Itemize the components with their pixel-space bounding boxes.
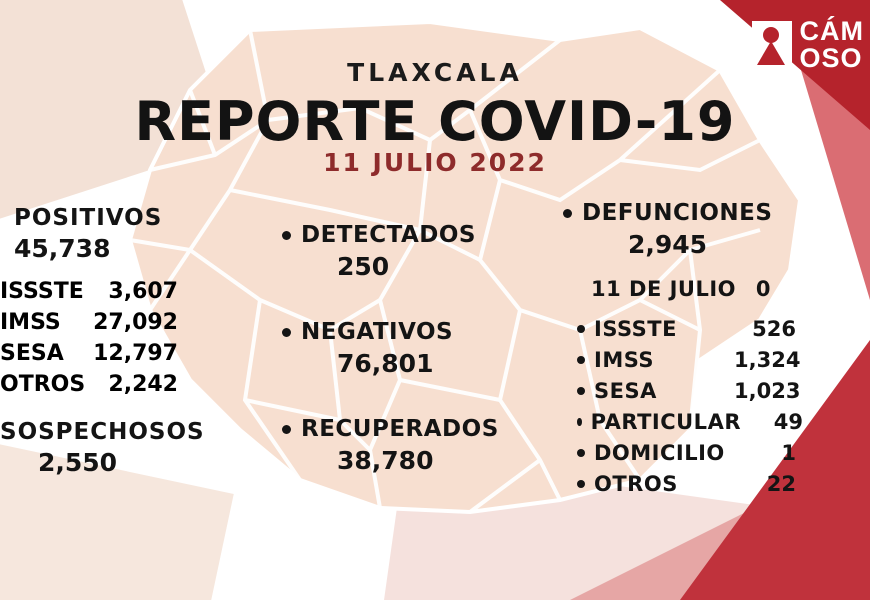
bullet-icon: [282, 425, 291, 434]
breakdown-value: 27,092: [93, 310, 178, 335]
deaths-breakdown-value: 22: [766, 472, 796, 496]
recovered-value: 38,780: [337, 446, 434, 475]
bullet-icon: [282, 328, 291, 337]
bullet-icon: [563, 209, 572, 218]
deaths-breakdown-value: 1: [781, 441, 796, 465]
breakdown-row: [0, 310, 178, 335]
deaths-breakdown-label: PARTICULAR: [590, 410, 741, 434]
negatives-value: 76,801: [337, 349, 434, 378]
breakdown-value: 12,797: [93, 341, 178, 366]
positives-section: [0, 205, 205, 477]
negatives-label-row: [282, 319, 512, 345]
breakdown-value: 2,242: [108, 372, 178, 397]
center-stats-section: [282, 222, 512, 513]
deaths-breakdown-label: IMSS: [594, 348, 655, 372]
breakdown-label: IMSS: [0, 310, 61, 335]
deaths-breakdown-label: DOMICILIO: [594, 441, 725, 465]
detected-label: DETECTADOS: [301, 222, 476, 248]
breakdown-row: [0, 279, 178, 304]
deaths-breakdown-row: [577, 410, 803, 434]
deaths-breakdown-row: [577, 441, 803, 465]
deaths-breakdown-label: ISSSTE: [594, 317, 677, 341]
report-date: 11 JULIO 2022: [323, 148, 547, 177]
daily-deaths-value: 0: [755, 277, 771, 301]
deaths-label-row: [563, 200, 803, 226]
deaths-breakdown-value: 49: [773, 410, 803, 434]
page-title: REPORTE COVID-19: [134, 90, 736, 153]
logo-line-1: CÁM: [799, 16, 864, 46]
deaths-breakdown-value: 526: [752, 317, 796, 341]
daily-deaths-row: [563, 277, 803, 301]
suspects-label: SOSPECHOSOS: [0, 419, 205, 445]
suspects-value: 2,550: [38, 448, 118, 477]
positives-value: 45,738: [14, 234, 111, 263]
deaths-label: DEFUNCIONES: [582, 200, 773, 226]
positives-label: POSITIVOS: [14, 205, 163, 231]
logo-line-2: OSO: [799, 43, 863, 73]
recovered-block: [282, 416, 512, 475]
bullet-icon: [577, 387, 585, 395]
bullet-icon: [577, 325, 585, 333]
negatives-block: [282, 319, 512, 378]
deaths-breakdown-row: [577, 317, 803, 341]
breakdown-label: OTROS: [0, 372, 86, 397]
daily-deaths-label: 11 DE JULIO: [591, 277, 737, 301]
breakdown-value: 3,607: [108, 279, 178, 304]
recovered-label-row: [282, 416, 512, 442]
breakdown-label: ISSSTE: [0, 279, 84, 304]
breakdown-row: [0, 372, 178, 397]
deaths-breakdown-value: 1,324: [734, 348, 801, 372]
deaths-breakdown-row: [577, 348, 803, 372]
bullet-icon: [577, 480, 585, 488]
deaths-breakdown: [563, 317, 803, 496]
breakdown-label: SESA: [0, 341, 64, 366]
negatives-label: NEGATIVOS: [301, 319, 454, 345]
detected-block: [282, 222, 512, 281]
bullet-icon: [577, 449, 585, 457]
state-name: TLAXCALA: [347, 58, 523, 87]
deaths-breakdown-row: [577, 379, 803, 403]
bullet-icon: [577, 356, 585, 364]
deaths-breakdown-row: [577, 472, 803, 496]
deaths-section: [563, 200, 803, 503]
breakdown-row: [0, 341, 178, 366]
bullet-icon: [577, 418, 582, 426]
deaths-breakdown-value: 1,023: [734, 379, 801, 403]
detected-label-row: [282, 222, 512, 248]
positives-breakdown: [0, 279, 205, 397]
deaths-value: 2,945: [628, 230, 708, 259]
bullet-icon: [282, 231, 291, 240]
recovered-label: RECUPERADOS: [301, 416, 499, 442]
deaths-breakdown-label: SESA: [594, 379, 657, 403]
deaths-breakdown-label: OTROS: [594, 472, 678, 496]
detected-value: 250: [337, 252, 390, 281]
